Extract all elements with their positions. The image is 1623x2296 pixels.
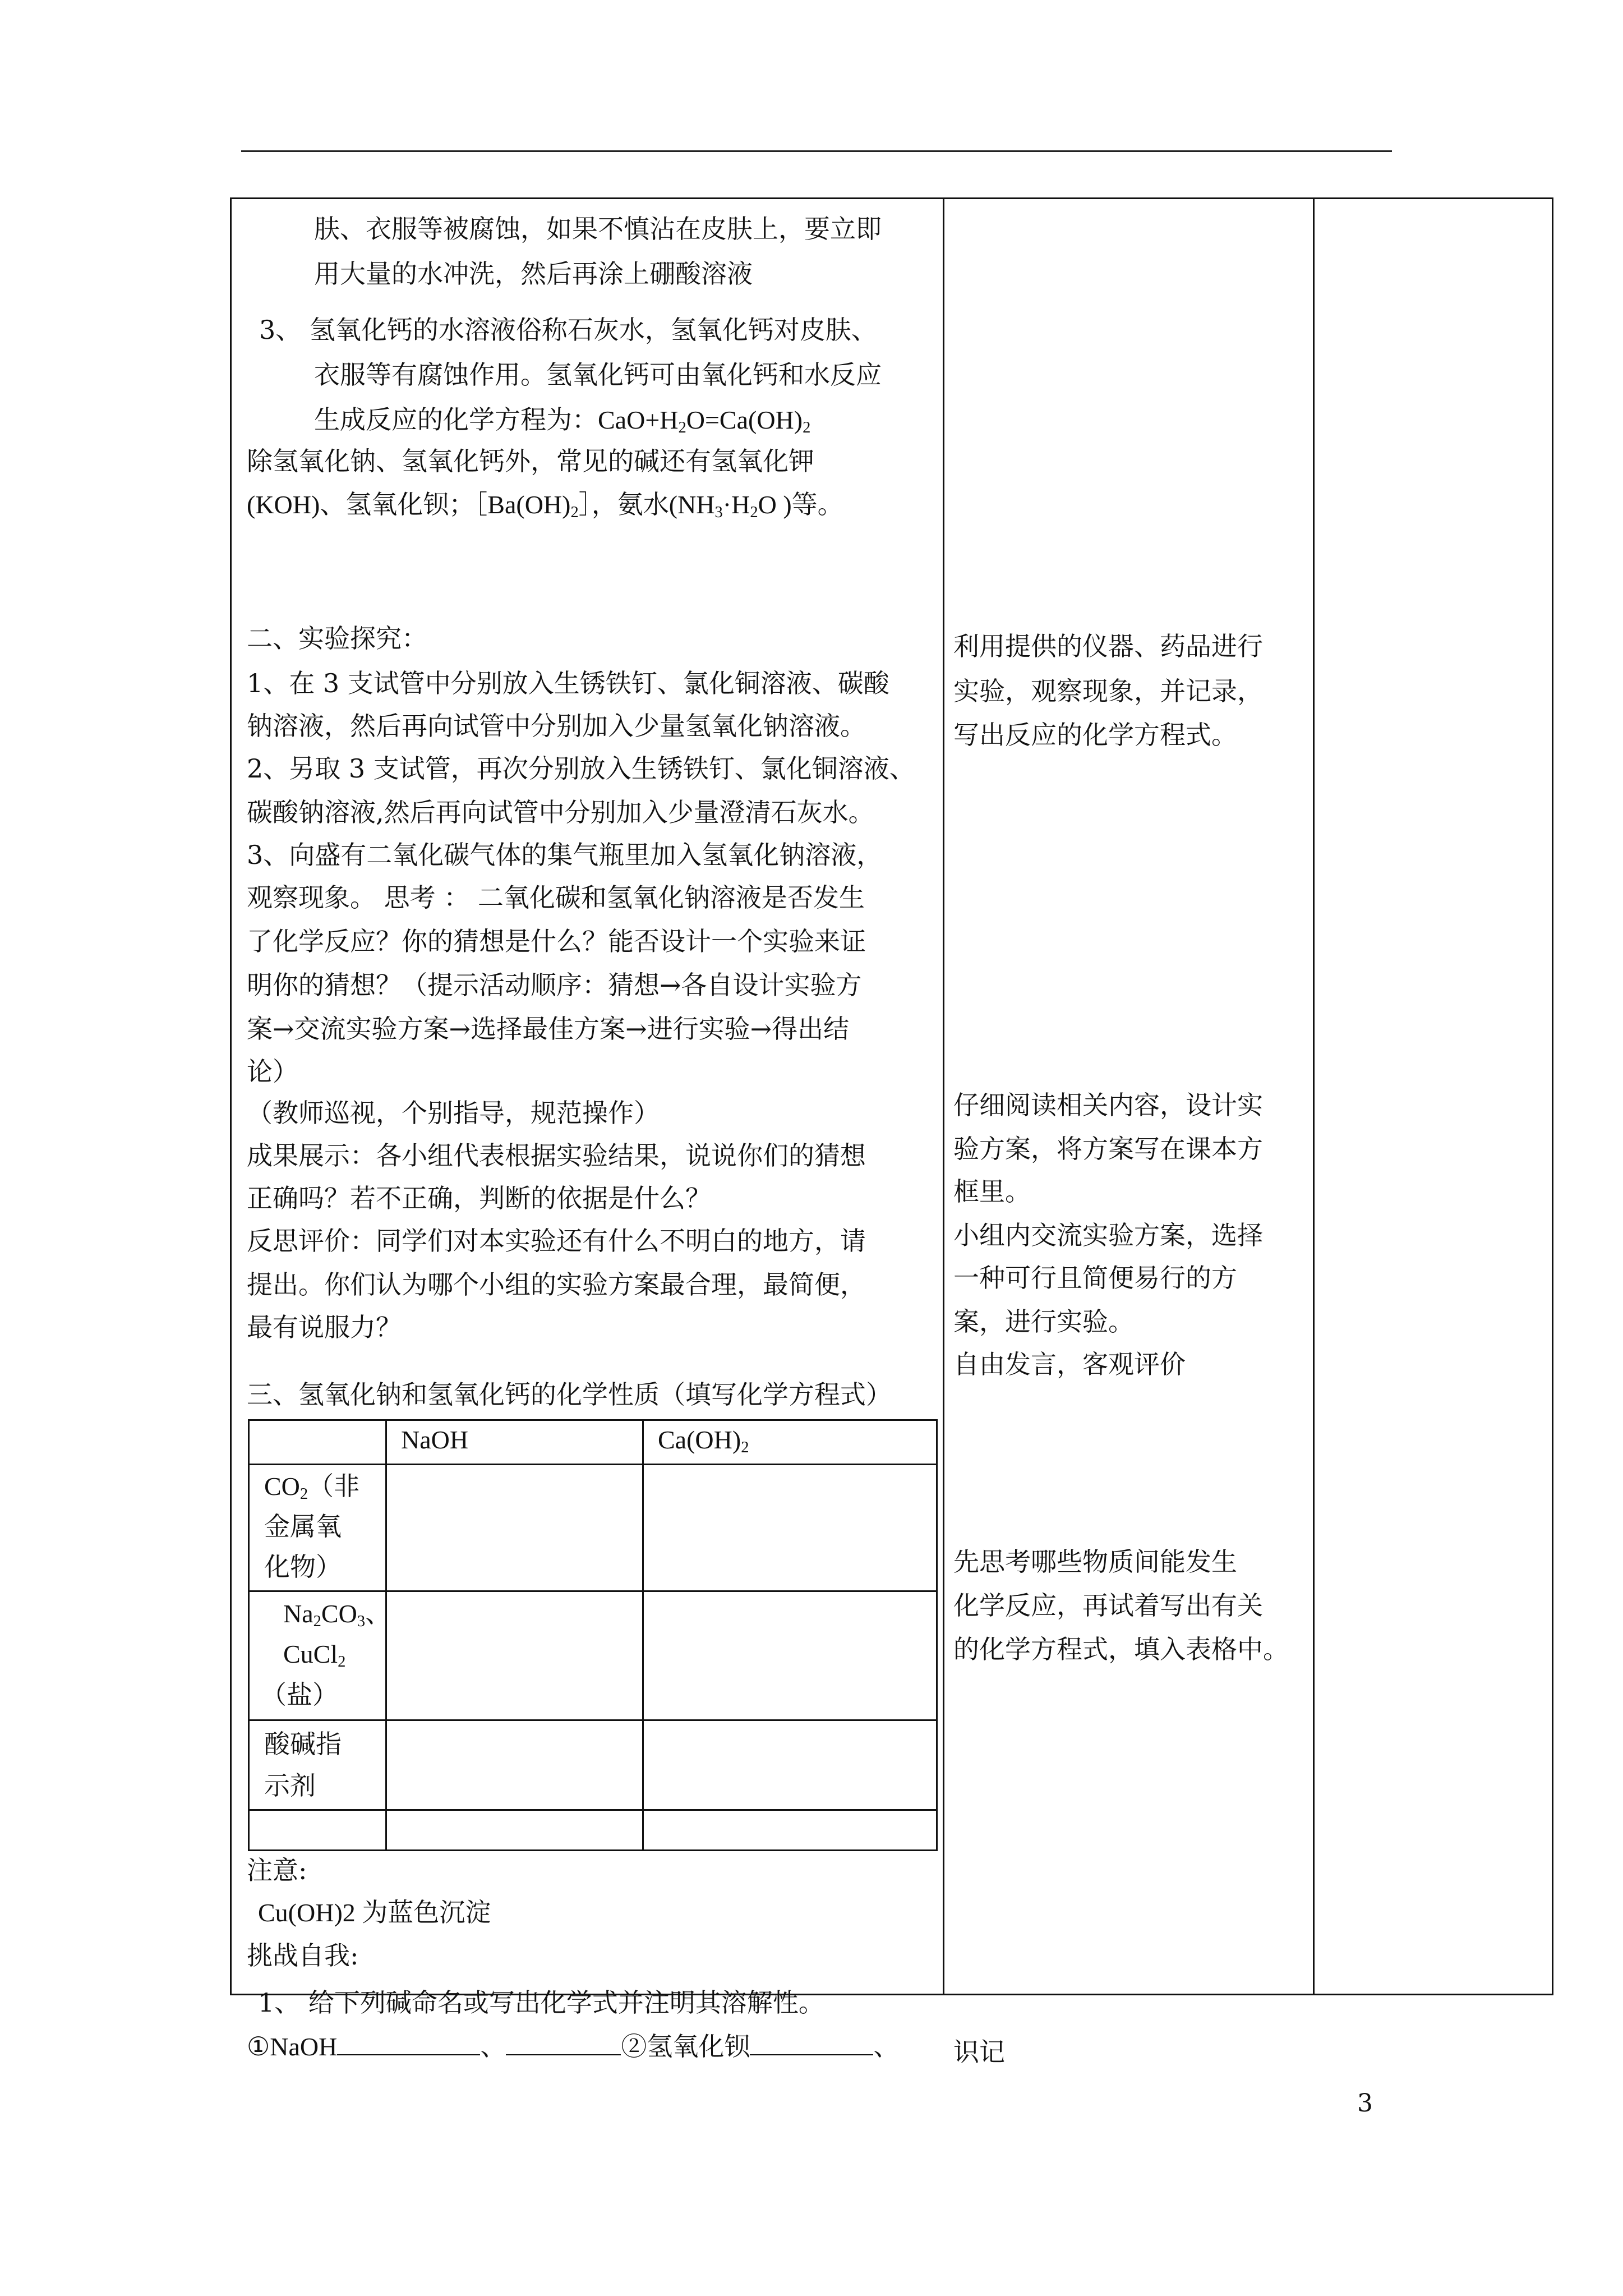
table-header-naoh: NaOH: [401, 1425, 469, 1454]
challenge-title: 挑战自我:: [247, 1940, 359, 1971]
text-line: 正确吗？若不正确，判断的依据是什么？: [247, 1183, 711, 1213]
activity-text: 案，进行实验。: [953, 1306, 1134, 1337]
section-title: 二、实验探究：: [247, 623, 427, 654]
text-line: 用大量的水冲洗，然后再涂上硼酸溶液: [314, 259, 753, 289]
text-line: 最有说服力？: [247, 1312, 402, 1342]
header-rule: [241, 150, 1392, 152]
properties-table: [248, 1419, 938, 1851]
text-line: 论）: [247, 1056, 298, 1087]
text-line: 除氢氧化钠、氢氧化钙外，常见的碱还有氢氧化钾: [247, 446, 814, 476]
text-line: 成果展示：各小组代表根据实验结果，说说你们的猜想: [247, 1140, 866, 1171]
text-line: 衣服等有腐蚀作用。氢氧化钙可由氧化钙和水反应: [314, 360, 882, 390]
table-row-label-co2: 金属氧: [264, 1511, 342, 1542]
text-line: 碳酸钠溶液,然后再向试管中分别加入少量澄清石灰水。: [247, 797, 874, 827]
activity-text: 的化学方程式，填入表格中。: [953, 1634, 1289, 1664]
activity-text: 验方案，将方案写在课本方: [953, 1134, 1263, 1164]
text-line: 案→交流实验方案→选择最佳方案→进行实验→得出结: [247, 1014, 850, 1044]
activity-text: 仔细阅读相关内容，设计实: [953, 1090, 1263, 1120]
text-line: （教师巡视，个别指导，规范操作）: [247, 1098, 660, 1128]
table-header-caoh: $Ca(OH)_2$: [658, 1425, 749, 1457]
column-divider-1: [943, 199, 944, 1994]
equation-line: [314, 397, 810, 443]
text-line: 观察现象。 思考 ： 二氧化碳和氢氧化钠溶液是否发生: [247, 882, 865, 913]
text-line: 2、另取 3 支试管，再次分别放入生锈铁钉、氯化铜溶液、: [247, 753, 915, 784]
text-line: 明你的猜想？（提示活动顺序：猜想→各自设计实验方: [247, 970, 862, 1000]
column-divider-2: [1313, 199, 1315, 1994]
table-row-line: [250, 1809, 936, 1811]
answer-blank[interactable]: [337, 2033, 480, 2055]
activity-text: 写出反应的化学方程式。: [953, 720, 1237, 750]
bases-line: (KOH)、氢氧化钡；$[Ba(OH)_2]$，氨水($NH_3\cdot H_2O$ )等。: [247, 490, 843, 522]
text-line: 了化学反应？你的猜想是什么？能否设计一个实验来证: [247, 926, 866, 956]
activity-text: 先思考哪些物质间能发生: [953, 1547, 1237, 1577]
activity-text: 一种可行且简便易行的方: [953, 1263, 1237, 1293]
text-line: 钠溶液，然后再向试管中分别加入少量氢氧化钠溶液。: [247, 711, 866, 741]
activity-text: 利用提供的仪器、药品进行: [953, 631, 1263, 661]
answer-blank[interactable]: [506, 2033, 621, 2055]
table-row-label-salt: （盐）: [261, 1680, 338, 1710]
text-line: 3、向盛有二氧化碳气体的集气瓶里加入氢氧化钠溶液，: [247, 840, 883, 870]
table-row-label-indicator: 示剂: [264, 1770, 316, 1801]
note-text: Cu(OH)2 为蓝色沉淀: [258, 1898, 491, 1927]
table-row-line: [250, 1719, 936, 1721]
text-line: 3、 氢氧化钙的水溶液俗称石灰水，氢氧化钙对皮肤、: [259, 315, 877, 345]
activity-text: 框里。: [953, 1176, 1031, 1207]
challenge-item: 1、 给下列碱命名或写出化学式并注明其溶解性。: [258, 1987, 824, 2018]
text-line: 1、在 3 支试管中分别放入生锈铁钉、氯化铜溶液、碳酸: [247, 668, 889, 698]
table-row-label-indicator: 酸碱指: [264, 1729, 342, 1759]
activity-text: 小组内交流实验方案，选择: [953, 1220, 1263, 1250]
table-row-label-co2: $CO_2$（非: [264, 1471, 360, 1503]
table-row-label-salt: $Na_2CO_3$、: [283, 1599, 391, 1631]
note-title: 注意:: [247, 1855, 307, 1885]
equation-intro: 生成反应的化学方程为：: [314, 404, 598, 435]
text-line: 提出。你们认为哪个小组的实验方案最合理，最简便，: [247, 1269, 866, 1300]
fill-in-line: ①NaOH 、 ②氢氧化钡 、: [247, 2031, 900, 2059]
activity-text: 实验，观察现象，并记录，: [953, 676, 1263, 706]
section-title: 三、氢氧化钠和氢氧化钙的化学性质（填写化学方程式）: [247, 1379, 892, 1410]
table-col-line: [385, 1421, 387, 1849]
table-col-line: [642, 1421, 644, 1849]
table-row-label-co2: 化物）: [264, 1552, 342, 1582]
table-row-label-salt: CuCl$_2$: [283, 1640, 346, 1671]
activity-text: 化学反应，再试着写出有关: [953, 1590, 1263, 1621]
chemical-equation: $CaO+H_2O=Ca(OH)_2$: [598, 406, 811, 437]
activity-text: 自由发言，客观评价: [953, 1349, 1186, 1379]
text-line: 反思评价：同学们对本实验还有什么不明白的地方，请: [247, 1226, 866, 1256]
page-number: 3: [1357, 2089, 1373, 2118]
answer-blank[interactable]: [750, 2033, 873, 2055]
text-line: 肤、衣服等被腐蚀，如果不慎沾在皮肤上，要立即: [314, 214, 882, 244]
table-row-line: [250, 1590, 936, 1592]
activity-text: 识记: [953, 2037, 1005, 2067]
